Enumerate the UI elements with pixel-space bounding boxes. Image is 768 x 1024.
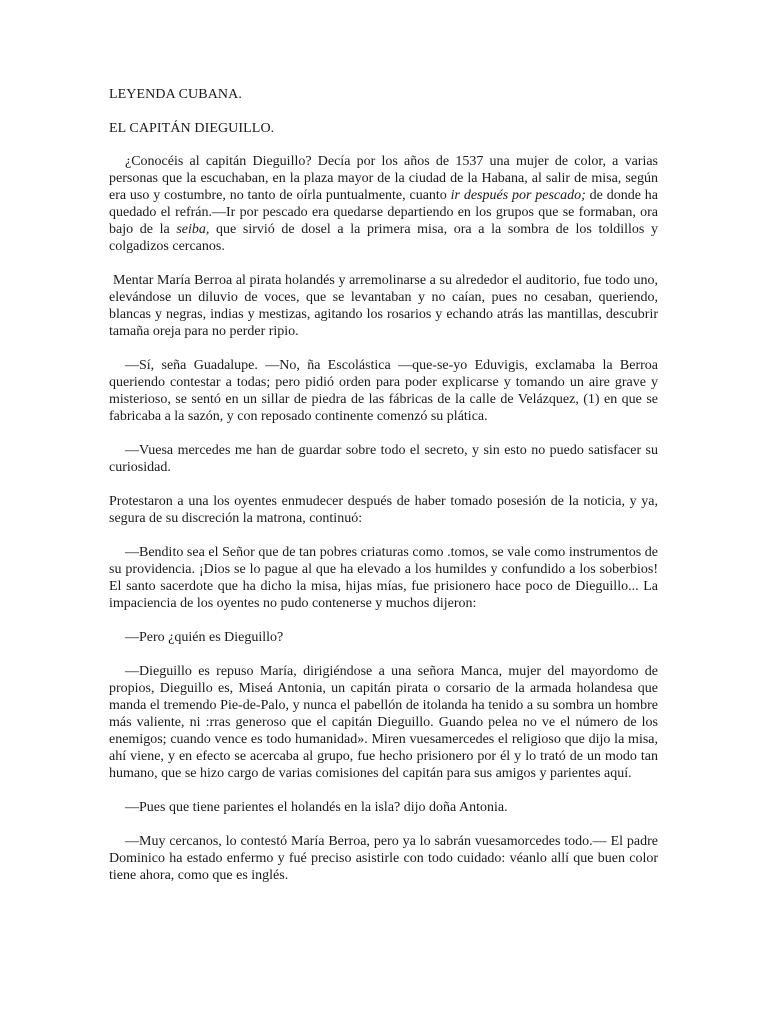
paragraph-10: —Muy cercanos, lo contestó María Berroa, pero ya lo sabrán vuesamorcedes todo.— El padre Dominico ha estado enfermo y fué preciso asistirle con todo cuidado: véanlo allí que buen color tiene ahora, como que es inglés. (109, 834, 658, 883)
paragraph-2: Mentar María Berroa al pirata holandés y arremolinarse a su alrededor el auditorio, fue todo uno, elevándose un diluvio de voces, que se levantaban y no caían, pues no cesaban, queriendo, blancas y negras, indias y mestizas, agitando los rosarios y echando atrás las mantillas, descubrir tamaña oreja para no perder ripio. (109, 273, 658, 339)
paragraph-1-italic-b: seiba, (176, 222, 210, 237)
paragraph-3: —Sí, seña Guadalupe. —No, ña Escolástica —que-se-yo Eduvigis, exclamaba la Berroa queriendo contestar a todas; pero pidió orden para poder explicarse y tomando un aire grave y misterioso, se sentó en un sillar de piedra de las fábricas de la calle de Velázquez, (1) en que se fabricaba a la sazón, y con reposado continente comenzó su plática. (109, 358, 658, 424)
document-body (109, 86, 658, 884)
document-heading: LEYENDA CUBANA. (109, 87, 242, 102)
document-title: EL CAPITÁN DIEGUILLO. (109, 121, 275, 136)
paragraph-6: —Bendito sea el Señor que de tan pobres criaturas como .tomos, se vale como instrumentos de su providencia. ¡Dios se lo pague al que ha elevado a los humildes y confundido a los soberbios! El santo sacerdote que ha dicho la misa, hijas mías, fue prisionero hace poco de Dieguillo... La impaciencia de los oyentes no pudo contenerse y muchos dijeron: (109, 545, 658, 611)
paragraph-8: —Dieguillo es repuso María, dirigiéndose a una señora Manca, mujer del mayordomo de propios, Dieguillo es, Miseá Antonia, un capitán pirata o corsario de la armada holandesa que manda el tremendo Pie-de-Palo, y nunca el pabellón de itolanda ha tenido a su sombra un hombre más valiente, ni :rras generoso que el capitán Dieguillo. Guando pelea no ve el número de los enemigos; cuando vence es todo humanidad». Miren vuesamercedes el religioso que dijo la misa, ahí viene, y en efecto se acercaba al grupo, fue hecho prisionero por él y lo trató de un modo tan humano, que se hizo cargo de varias comisiones del capitán para sus amigos y parientes aquí. (109, 664, 658, 781)
paragraph-4: —Vuesa mercedes me han de guardar sobre todo el secreto, y sin esto no puedo satisfacer su curiosidad. (109, 443, 658, 475)
paragraph-1 (109, 153, 658, 255)
paragraph-7: —Pero ¿quién es Dieguillo? (125, 630, 284, 645)
paragraph-1-text-a: ¿Conocéis al capitán Dieguillo? Decía por los años de 1537 una mujer de color, a varias personas que la escuchaban, en la plaza mayor de la ciudad de la Habana, al salir de misa, según era uso y costumbre, no tanto de oírla puntualmente, cuanto (109, 154, 658, 203)
paragraph-5: Protestaron a una los oyentes enmudecer después de haber tomado posesión de la noticia, y ya, segura de su discreción la matrona, continuó: (109, 494, 658, 526)
paragraph-1-text-b: de donde ha quedado el refrán.—Ir por pescado era quedarse departiendo en los grupos que se formaban, ora bajo de la (109, 188, 658, 237)
paragraph-9: —Pues que tiene parientes el holandés en la isla? dijo doña Antonia. (125, 800, 508, 815)
paragraph-1-text-c: que sirvió de dosel a la primera misa, ora a la sombra de los toldillos y colgadizos cercanos. (109, 222, 659, 254)
paragraph-1-italic-a: ir después por pescado; (450, 188, 586, 203)
